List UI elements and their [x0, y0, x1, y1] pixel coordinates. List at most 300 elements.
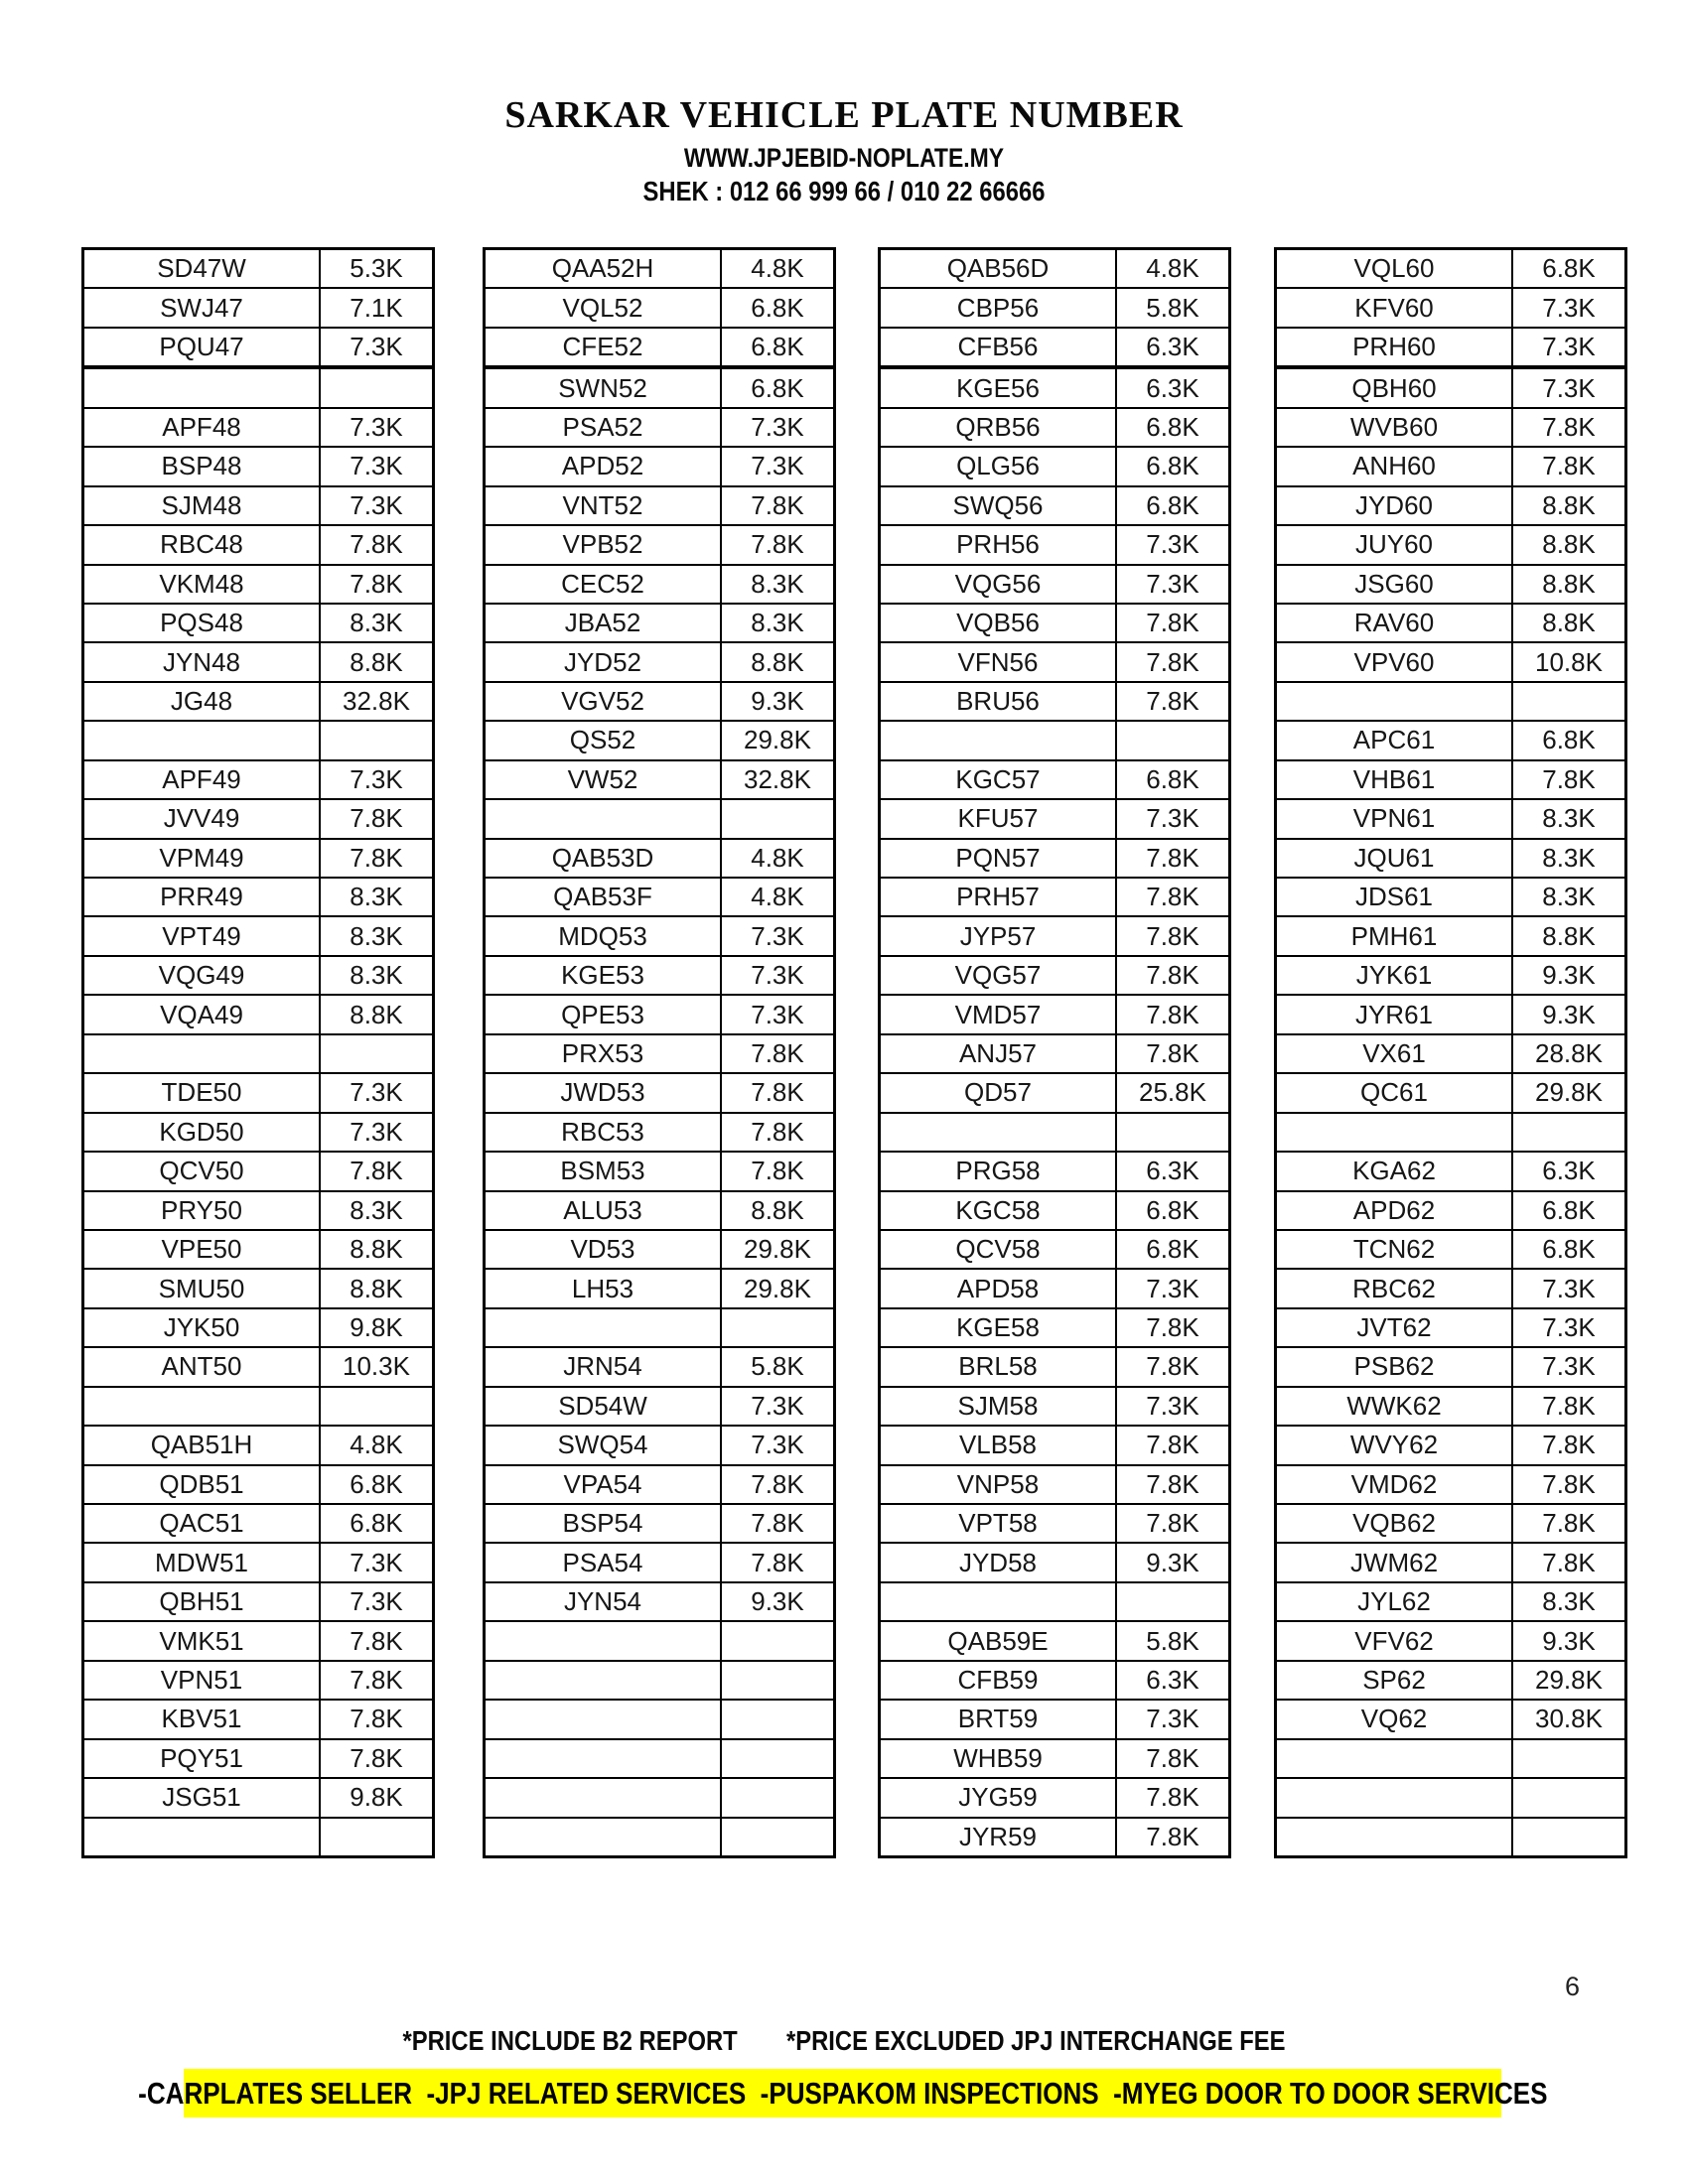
table-row: [485, 682, 835, 721]
table-row: [880, 1034, 1230, 1073]
price-cell: 7.8K: [1116, 1347, 1230, 1386]
price-cell: [320, 1387, 434, 1426]
price-cell: 9.3K: [1512, 956, 1626, 995]
table-row: [485, 1621, 835, 1660]
table-row: [485, 721, 835, 759]
price-cell: 7.8K: [320, 1621, 434, 1660]
price-cell: 7.3K: [320, 1543, 434, 1581]
table-row: [1276, 1347, 1626, 1386]
price-cell: 7.3K: [1116, 1269, 1230, 1307]
table-row: [880, 408, 1230, 447]
table-row: [83, 1034, 434, 1073]
plate-number-cell: JG48: [83, 682, 321, 721]
table-row: [1276, 1191, 1626, 1230]
price-note-right: *PRICE EXCLUDED JPJ INTERCHANGE FEE: [785, 2025, 1286, 2056]
plate-number-cell: [1276, 1818, 1513, 1857]
price-cell: 7.8K: [1512, 1504, 1626, 1543]
price-cell: 29.8K: [1512, 1073, 1626, 1112]
price-cell: 7.8K: [1116, 604, 1230, 642]
plate-number-cell: QS52: [485, 721, 722, 759]
plate-number-cell: QRB56: [880, 408, 1117, 447]
table-row: [880, 760, 1230, 799]
table-row: [485, 995, 835, 1033]
price-cell: 25.8K: [1116, 1073, 1230, 1112]
price-cell: 4.8K: [1116, 249, 1230, 289]
plate-number-cell: PRG58: [880, 1152, 1117, 1190]
price-cell: 29.8K: [721, 721, 835, 759]
table-row: [880, 328, 1230, 367]
table-row: [880, 1073, 1230, 1112]
plate-number-cell: BSP48: [83, 447, 321, 485]
plate-number-cell: CBP56: [880, 288, 1117, 327]
table-row: [83, 682, 434, 721]
table-row: [83, 1504, 434, 1543]
table-row: [83, 1347, 434, 1386]
table-row: [880, 1426, 1230, 1464]
price-cell: 7.8K: [1512, 1426, 1626, 1464]
plate-number-cell: QCV50: [83, 1152, 321, 1190]
table-row: [83, 1621, 434, 1660]
plate-number-cell: CEC52: [485, 565, 722, 604]
price-cell: 7.3K: [721, 916, 835, 955]
price-cell: 8.3K: [1512, 839, 1626, 878]
plate-number-cell: KGC58: [880, 1191, 1117, 1230]
table-row: [83, 1230, 434, 1269]
price-cell: 7.3K: [1116, 565, 1230, 604]
plate-number-cell: PRH60: [1276, 328, 1513, 367]
price-cell: 8.3K: [1512, 799, 1626, 838]
table-row: [1276, 1700, 1626, 1738]
plate-number-cell: SD47W: [83, 249, 321, 289]
table-row: [485, 1661, 835, 1700]
table-row: [1276, 328, 1626, 367]
table-row: [880, 1347, 1230, 1386]
plate-number-cell: SWQ56: [880, 486, 1117, 525]
plate-number-cell: VQL60: [1276, 249, 1513, 289]
table-row: [1276, 1621, 1626, 1660]
price-cell: 7.3K: [320, 1113, 434, 1152]
price-cell: 7.3K: [721, 408, 835, 447]
table-row: [485, 878, 835, 916]
table-row: [83, 249, 434, 289]
plate-number-cell: BRU56: [880, 682, 1117, 721]
table-row: [1276, 1582, 1626, 1621]
plate-number-cell: VQL52: [485, 288, 722, 327]
plate-number-cell: JYR61: [1276, 995, 1513, 1033]
table-row: [83, 839, 434, 878]
plate-number-cell: PSA54: [485, 1543, 722, 1581]
price-note-left: *PRICE INCLUDE B2 REPORT: [402, 2025, 738, 2056]
table-row: [1276, 1661, 1626, 1700]
price-cell: 5.8K: [1116, 288, 1230, 327]
plate-number-cell: JYN54: [485, 1582, 722, 1621]
price-cell: 6.8K: [320, 1465, 434, 1504]
price-cell: 7.8K: [1512, 1465, 1626, 1504]
table-row: [1276, 486, 1626, 525]
plate-number-cell: [1276, 1778, 1513, 1817]
table-row: [83, 1426, 434, 1464]
table-row: [880, 1504, 1230, 1543]
table-row: [1276, 1152, 1626, 1190]
table-row: [1276, 1073, 1626, 1112]
price-cell: 7.8K: [721, 525, 835, 564]
plate-number-cell: [83, 1818, 321, 1857]
price-cell: 8.8K: [1512, 916, 1626, 955]
table-row: [83, 565, 434, 604]
price-cell: 6.8K: [721, 328, 835, 367]
plate-number-cell: SWJ47: [83, 288, 321, 327]
table-row: [83, 1661, 434, 1700]
plate-number-cell: JYK50: [83, 1308, 321, 1347]
price-cell: [1512, 1113, 1626, 1152]
plate-number-cell: [485, 1778, 722, 1817]
price-cell: 32.8K: [721, 760, 835, 799]
table-row: [880, 1700, 1230, 1738]
price-cell: 7.8K: [1512, 408, 1626, 447]
plate-number-cell: VPE50: [83, 1230, 321, 1269]
price-cell: 7.3K: [320, 447, 434, 485]
plate-number-cell: JYD60: [1276, 486, 1513, 525]
plate-number-cell: [485, 1818, 722, 1857]
price-cell: 7.8K: [721, 1465, 835, 1504]
table-row: [83, 328, 434, 367]
price-cell: 8.8K: [1512, 604, 1626, 642]
plate-number-cell: KGE56: [880, 367, 1117, 407]
table-row: [83, 642, 434, 681]
table-row: [83, 408, 434, 447]
table-row: [83, 878, 434, 916]
table-row: [83, 1152, 434, 1190]
table-row: [1276, 447, 1626, 485]
price-cell: 7.3K: [320, 328, 434, 367]
price-cell: 6.8K: [320, 1504, 434, 1543]
plate-number-cell: SD54W: [485, 1387, 722, 1426]
table-row: [880, 604, 1230, 642]
price-cell: [1512, 1818, 1626, 1857]
table-row: [485, 1113, 835, 1152]
table-row: [485, 525, 835, 564]
price-cell: 7.8K: [320, 1739, 434, 1778]
table-row: [83, 604, 434, 642]
price-cell: [320, 721, 434, 759]
table-row: [485, 1582, 835, 1621]
plate-number-cell: KBV51: [83, 1700, 321, 1738]
table-row: [485, 1818, 835, 1857]
price-cell: 7.3K: [1512, 367, 1626, 407]
plate-number-cell: RBC48: [83, 525, 321, 564]
table-row: [880, 447, 1230, 485]
price-cell: 7.3K: [320, 760, 434, 799]
price-cell: 8.8K: [1512, 565, 1626, 604]
price-cell: 6.3K: [1116, 367, 1230, 407]
price-cell: 8.8K: [1512, 486, 1626, 525]
table-row: [485, 1152, 835, 1190]
plate-number-cell: MDW51: [83, 1543, 321, 1581]
price-cell: 5.8K: [721, 1347, 835, 1386]
plate-number-cell: APD62: [1276, 1191, 1513, 1230]
price-cell: [721, 799, 835, 838]
plate-number-cell: LH53: [485, 1269, 722, 1307]
price-cell: 7.8K: [1512, 1543, 1626, 1581]
price-cell: 7.8K: [1116, 642, 1230, 681]
table-row: [485, 1778, 835, 1817]
table-row: [1276, 565, 1626, 604]
price-cell: 7.8K: [1116, 682, 1230, 721]
table-row: [1276, 642, 1626, 681]
plate-number-cell: [1276, 1739, 1513, 1778]
plate-number-cell: KGE58: [880, 1308, 1117, 1347]
price-cell: 7.3K: [1116, 1387, 1230, 1426]
table-row: [83, 1387, 434, 1426]
price-cell: 7.8K: [320, 525, 434, 564]
table-row: [485, 408, 835, 447]
table-row: [880, 1387, 1230, 1426]
price-cell: 6.8K: [1512, 1230, 1626, 1269]
price-cell: 7.8K: [320, 1700, 434, 1738]
price-cell: 7.8K: [1116, 1778, 1230, 1817]
plate-number-cell: SJM58: [880, 1387, 1117, 1426]
table-row: [1276, 721, 1626, 759]
table-row: [880, 799, 1230, 838]
price-cell: 6.8K: [1116, 486, 1230, 525]
table-row: [83, 1778, 434, 1817]
price-cell: 7.3K: [320, 1582, 434, 1621]
table-row: [880, 1621, 1230, 1660]
table-row: [1276, 1269, 1626, 1307]
price-cell: 29.8K: [721, 1230, 835, 1269]
table-row: [83, 1700, 434, 1738]
plate-number-cell: PRX53: [485, 1034, 722, 1073]
plate-number-cell: RAV60: [1276, 604, 1513, 642]
plate-number-cell: PQY51: [83, 1739, 321, 1778]
price-cell: 7.3K: [1116, 1700, 1230, 1738]
price-cell: 7.8K: [1116, 1739, 1230, 1778]
plate-number-cell: JWM62: [1276, 1543, 1513, 1581]
plate-number-cell: [1276, 1113, 1513, 1152]
table-row: [83, 447, 434, 485]
price-cell: 6.8K: [721, 288, 835, 327]
table-row: [880, 995, 1230, 1033]
table-row: [1276, 1308, 1626, 1347]
plate-number-cell: VMD62: [1276, 1465, 1513, 1504]
plate-number-cell: APF49: [83, 760, 321, 799]
plate-number-cell: APC61: [1276, 721, 1513, 759]
plate-number-cell: QPE53: [485, 995, 722, 1033]
plate-number-cell: KGD50: [83, 1113, 321, 1152]
plate-number-cell: SWN52: [485, 367, 722, 407]
plate-number-cell: PRR49: [83, 878, 321, 916]
table-row: [83, 1465, 434, 1504]
price-cell: 7.3K: [721, 1387, 835, 1426]
price-cell: 8.3K: [320, 1191, 434, 1230]
price-cell: 7.8K: [1116, 1426, 1230, 1464]
plate-number-cell: VQG49: [83, 956, 321, 995]
table-row: [485, 1347, 835, 1386]
plate-number-cell: KFV60: [1276, 288, 1513, 327]
plate-number-cell: QLG56: [880, 447, 1117, 485]
plate-number-cell: ALU53: [485, 1191, 722, 1230]
price-cell: 7.8K: [1116, 1034, 1230, 1073]
plate-number-cell: MDQ53: [485, 916, 722, 955]
price-cell: 6.3K: [1116, 328, 1230, 367]
price-cell: 7.3K: [1512, 1308, 1626, 1347]
plate-number-cell: VPT58: [880, 1504, 1117, 1543]
plate-number-cell: JYR59: [880, 1818, 1117, 1857]
price-cell: 8.8K: [320, 1269, 434, 1307]
plate-number-cell: ANH60: [1276, 447, 1513, 485]
table-row: [83, 1818, 434, 1857]
plate-number-cell: JQU61: [1276, 839, 1513, 878]
plate-number-cell: QAB53D: [485, 839, 722, 878]
price-cell: 6.8K: [1116, 447, 1230, 485]
plate-number-cell: WWK62: [1276, 1387, 1513, 1426]
table-row: [1276, 878, 1626, 916]
table-row: [485, 288, 835, 327]
price-cell: 6.8K: [1116, 408, 1230, 447]
plate-number-cell: APF48: [83, 408, 321, 447]
plate-number-cell: KFU57: [880, 799, 1117, 838]
plate-number-cell: QD57: [880, 1073, 1117, 1112]
plate-number-cell: VNP58: [880, 1465, 1117, 1504]
price-cell: 7.8K: [1116, 995, 1230, 1033]
table-row: [1276, 1387, 1626, 1426]
price-cell: 7.8K: [721, 1113, 835, 1152]
plate-number-cell: ANT50: [83, 1347, 321, 1386]
table-row: [880, 288, 1230, 327]
plate-number-cell: PRY50: [83, 1191, 321, 1230]
plate-number-cell: PMH61: [1276, 916, 1513, 955]
price-cell: 7.8K: [1116, 956, 1230, 995]
table-row: [485, 1308, 835, 1347]
plate-number-cell: QBH60: [1276, 367, 1513, 407]
table-row: [485, 565, 835, 604]
table-row: [1276, 1739, 1626, 1778]
price-cell: [320, 1818, 434, 1857]
plate-price-table-1: [81, 247, 435, 1858]
price-cell: 7.8K: [1116, 1465, 1230, 1504]
price-cell: [1512, 1739, 1626, 1778]
plate-number-cell: [880, 1113, 1117, 1152]
table-row: [485, 642, 835, 681]
plate-number-cell: KGA62: [1276, 1152, 1513, 1190]
table-row: [485, 916, 835, 955]
table-row: [1276, 916, 1626, 955]
price-cell: 7.8K: [320, 1152, 434, 1190]
table-row: [485, 1191, 835, 1230]
table-row: [880, 486, 1230, 525]
price-cell: 8.8K: [320, 1230, 434, 1269]
plate-number-cell: CFE52: [485, 328, 722, 367]
price-cell: 7.8K: [320, 1661, 434, 1700]
plate-number-cell: [83, 1387, 321, 1426]
contact-phone: SHEK : 012 66 999 66 / 010 22 66666: [642, 176, 1046, 206]
plate-number-cell: [485, 1661, 722, 1700]
price-cell: 7.8K: [1116, 878, 1230, 916]
table-row: [1276, 604, 1626, 642]
plate-number-cell: BSM53: [485, 1152, 722, 1190]
price-cell: 7.3K: [1512, 288, 1626, 327]
plate-number-cell: VW52: [485, 760, 722, 799]
table-row: [1276, 367, 1626, 407]
table-row: [1276, 682, 1626, 721]
table-row: [880, 1191, 1230, 1230]
table-row: [1276, 249, 1626, 289]
plate-number-cell: [83, 721, 321, 759]
plate-number-cell: JYG59: [880, 1778, 1117, 1817]
price-cell: 6.8K: [1116, 1191, 1230, 1230]
price-cell: 7.8K: [1116, 839, 1230, 878]
plate-number-cell: QAB56D: [880, 249, 1117, 289]
plate-number-cell: VQB62: [1276, 1504, 1513, 1543]
price-cell: [721, 1700, 835, 1738]
table-row: [880, 1739, 1230, 1778]
table-row: [880, 1465, 1230, 1504]
price-cell: 7.3K: [320, 1073, 434, 1112]
price-cell: 7.8K: [721, 486, 835, 525]
table-row: [485, 799, 835, 838]
plate-number-cell: PSB62: [1276, 1347, 1513, 1386]
plate-number-cell: VPV60: [1276, 642, 1513, 681]
table-row: [880, 1778, 1230, 1817]
table-row: [880, 878, 1230, 916]
price-cell: 28.8K: [1512, 1034, 1626, 1073]
table-row: [880, 1269, 1230, 1307]
price-cell: 7.3K: [721, 1426, 835, 1464]
plate-number-cell: VMD57: [880, 995, 1117, 1033]
plate-number-cell: [83, 1034, 321, 1073]
plate-number-cell: QAC51: [83, 1504, 321, 1543]
price-cell: [1116, 1582, 1230, 1621]
page-title: SARKAR VEHICLE PLATE NUMBER: [504, 94, 1184, 136]
plate-number-cell: JYD58: [880, 1543, 1117, 1581]
table-row: [880, 1818, 1230, 1857]
table-row: [83, 1543, 434, 1581]
table-row: [880, 839, 1230, 878]
table-row: [880, 916, 1230, 955]
plate-price-table-4: [1274, 247, 1627, 1858]
plate-number-cell: VQG57: [880, 956, 1117, 995]
price-cell: 29.8K: [1512, 1661, 1626, 1700]
plate-number-cell: VD53: [485, 1230, 722, 1269]
price-cell: 9.8K: [320, 1308, 434, 1347]
price-cell: [721, 1739, 835, 1778]
price-cell: 6.8K: [721, 367, 835, 407]
table-row: [880, 1661, 1230, 1700]
table-row: [485, 1230, 835, 1269]
plate-number-cell: KGE53: [485, 956, 722, 995]
plate-number-cell: QC61: [1276, 1073, 1513, 1112]
plate-number-cell: [1276, 682, 1513, 721]
page-number: 6: [1565, 1972, 1581, 2001]
price-cell: 7.8K: [721, 1504, 835, 1543]
price-cell: 4.8K: [721, 839, 835, 878]
table-row: [485, 328, 835, 367]
table-row: [880, 1230, 1230, 1269]
price-cell: 7.8K: [1116, 916, 1230, 955]
table-row: [880, 525, 1230, 564]
plate-number-cell: [880, 721, 1117, 759]
table-row: [880, 367, 1230, 407]
price-cell: 7.8K: [721, 1034, 835, 1073]
plate-number-cell: QBH51: [83, 1582, 321, 1621]
table-row: [83, 1073, 434, 1112]
table-row: [83, 367, 434, 407]
table-row: [83, 956, 434, 995]
plate-number-cell: VPM49: [83, 839, 321, 878]
plate-number-cell: VQG56: [880, 565, 1117, 604]
plate-number-cell: VHB61: [1276, 760, 1513, 799]
plate-price-table-2: [483, 247, 836, 1858]
